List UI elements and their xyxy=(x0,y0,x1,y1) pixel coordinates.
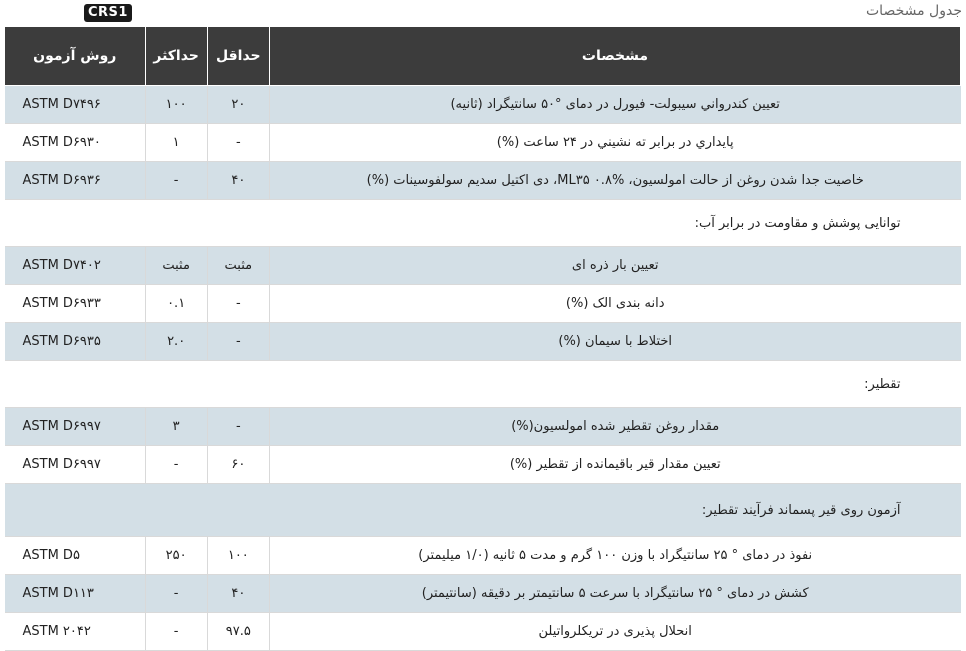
cell-spec: خاصیت جدا شدن روغن از حالت امولسیون، %۰.۸ ML۳۵، دی اکتیل سدیم سولفوسینات (%) xyxy=(269,162,960,200)
cell-spec: دانه بندی الک (%) xyxy=(269,285,960,323)
table-header-row xyxy=(5,27,961,86)
cell-max: مثبت xyxy=(145,247,207,285)
product-code-badge: CRS1 xyxy=(84,4,132,22)
cell-method: ASTM D۶۹۹۷ xyxy=(5,408,146,446)
table-row xyxy=(5,323,961,361)
cell-method: ASTM D۷۴۰۲ xyxy=(5,247,146,285)
cell-min: - xyxy=(207,124,269,162)
cell-max: ۱۰۰ xyxy=(145,86,207,124)
section-label: آزمون روی قیر پسماند فرآیند تقطیر: xyxy=(5,484,961,537)
cell-spec: تعیین کندرواني سیبولت- فیورل در دمای °۵۰ سانتیگراد (ثانیه) xyxy=(269,86,960,124)
header-max: حداکثر xyxy=(145,27,207,86)
cell-min: ۴۰ xyxy=(207,575,269,613)
cell-max: - xyxy=(145,446,207,484)
cell-max: - xyxy=(145,613,207,651)
cell-method: ASTM D۷۴۹۶ xyxy=(5,86,146,124)
cell-spec: اختلاط با سیمان (%) xyxy=(269,323,960,361)
header-min: حداقل xyxy=(207,27,269,86)
cell-max: ۱ xyxy=(145,124,207,162)
cell-min: - xyxy=(207,323,269,361)
header-method: روش آزمون xyxy=(5,27,146,86)
cell-spec: مقدار روغن تقطیر شده امولسیون(%) xyxy=(269,408,960,446)
table-row xyxy=(5,285,961,323)
cell-method: ASTM D۶۹۹۷ xyxy=(5,446,146,484)
cell-min: ۱۰۰ xyxy=(207,537,269,575)
cell-max: ۲۵۰ xyxy=(145,537,207,575)
cell-max: ۳ xyxy=(145,408,207,446)
table-row xyxy=(5,613,961,651)
table-caption: جدول مشخصات xyxy=(866,3,962,19)
cell-method: ASTM D۵ xyxy=(5,537,146,575)
cell-min: مثبت xyxy=(207,247,269,285)
cell-method: ASTM ۲۰۴۲ xyxy=(5,613,146,651)
cell-max: - xyxy=(145,162,207,200)
table-row xyxy=(5,124,961,162)
table-row xyxy=(5,537,961,575)
section-label: توانایی پوشش و مقاومت در برابر آب: xyxy=(5,200,961,247)
cell-method: ASTM D۶۹۳۵ xyxy=(5,323,146,361)
cell-method: ASTM D۱۱۳ xyxy=(5,575,146,613)
cell-max: - xyxy=(145,575,207,613)
table-row xyxy=(5,575,961,613)
cell-method: ASTM D۶۹۳۳ xyxy=(5,285,146,323)
cell-min: ۶۰ xyxy=(207,446,269,484)
cell-spec: نفوذ در دمای ° ۲۵ سانتیگراد با وزن ۱۰۰ گرم و مدت ۵ ثانیه (۱/۰ میلیمتر) xyxy=(269,537,960,575)
table-row xyxy=(5,86,961,124)
cell-min: ۹۷.۵ xyxy=(207,613,269,651)
table-row xyxy=(5,162,961,200)
cell-max: ۰.۱ xyxy=(145,285,207,323)
cell-method: ASTM D۶۹۳۰ xyxy=(5,124,146,162)
caption-bar xyxy=(0,0,966,24)
cell-min: ۴۰ xyxy=(207,162,269,200)
specifications-table xyxy=(4,26,961,651)
table-row xyxy=(5,446,961,484)
cell-min: ۲۰ xyxy=(207,86,269,124)
table-row xyxy=(5,247,961,285)
cell-spec: تعیین بار ذره ای xyxy=(269,247,960,285)
header-spec: مشخصات xyxy=(269,27,960,86)
cell-method: ASTM D۶۹۳۶ xyxy=(5,162,146,200)
cell-spec: پایداري در برابر ته نشیني در ۲۴ ساعت (%) xyxy=(269,124,960,162)
cell-spec: کشش در دمای ° ۲۵ سانتیگراد با سرعت ۵ سانتیمتر بر دقیقه (سانتیمتر) xyxy=(269,575,960,613)
cell-max: ۲.۰ xyxy=(145,323,207,361)
cell-spec: انحلال پذیری در تریکلرواتیلن xyxy=(269,613,960,651)
section-header-row xyxy=(5,200,961,247)
cell-min: - xyxy=(207,285,269,323)
section-header-row xyxy=(5,361,961,408)
table-body xyxy=(5,86,961,651)
cell-spec: تعیین مقدار قیر باقیمانده از تقطیر (%) xyxy=(269,446,960,484)
section-header-row xyxy=(5,484,961,537)
cell-min: - xyxy=(207,408,269,446)
section-label: تقطیر: xyxy=(5,361,961,408)
table-row xyxy=(5,408,961,446)
